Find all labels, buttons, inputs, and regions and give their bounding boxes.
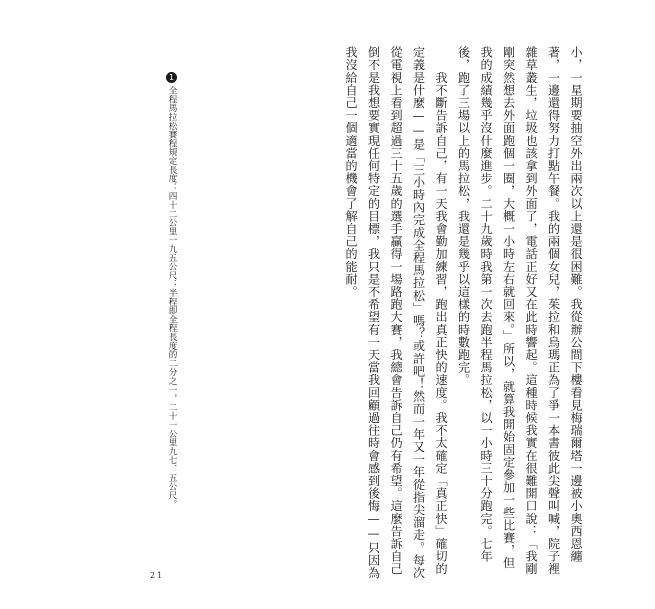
page-number: 21 xyxy=(150,571,165,580)
footnote-text: 全程馬拉松賽程規定長度：四十二公里一九五公尺；半程即全程長度的二分之一，二十一公里九七．五公尺。 xyxy=(167,86,177,509)
text-column-4: 剛突然想去外面跑個一圈，大概一小時左右就回來。」所以，就算我開始固定參加一些比賽，但 xyxy=(501,46,516,570)
body-text xyxy=(344,46,583,579)
text-column-6: 後，跑了三場以上的馬拉松，我還是幾乎以這樣的時數跑完。 xyxy=(456,46,471,387)
text-column-8: 定義是什麼——是「三小時內完成全程馬拉松」嗎？或許吧！然而一年又一年從指尖溜走。每次 xyxy=(411,46,426,579)
footnote xyxy=(166,72,177,509)
text-column-1: 小，一星期要抽空外出兩次以上還是很困難。我從辦公間下樓看見梅瑞爾塔一邊被小奧西恩纏 xyxy=(569,46,583,563)
text-column-2: 著，一邊還得努力打點午餐。我的兩個女兒，茱拉和烏瑪正為了爭一本書彼此尖聲叫喊，院子裡 xyxy=(546,46,561,576)
text-column-11: 我沒給自己一個適當的機會了解自己的能耐。 xyxy=(344,46,358,298)
text-column-9: 從電視上看到超過三十五歲的選手贏得一場路跑大賽，我總會告訴自己仍有希望。這麼告訴自己 xyxy=(389,46,403,576)
text-column-10: 倒不是我想要實現任何特定的目標，我只是不希望有一天當我回顧過往時會感到後悔——只因為 xyxy=(366,46,381,579)
text-column-7: 我不斷告訴自己，有一天我會勤加練習，跑出真正快的速度。我不太確定「真正快」確切的 xyxy=(434,46,448,576)
text-column-5: 我的成績幾乎沒什麼進步。二十九歲時我第一次去跑半程馬拉松，以一小時三十分跑完。七年 xyxy=(479,46,493,563)
text-column-3: 雜草叢生，垃圾也該拿到外面了，電話正好又在此時響起。這種時候我實在很難開口說：「我剛 xyxy=(524,46,538,576)
footnote-marker: 1 xyxy=(166,72,177,83)
